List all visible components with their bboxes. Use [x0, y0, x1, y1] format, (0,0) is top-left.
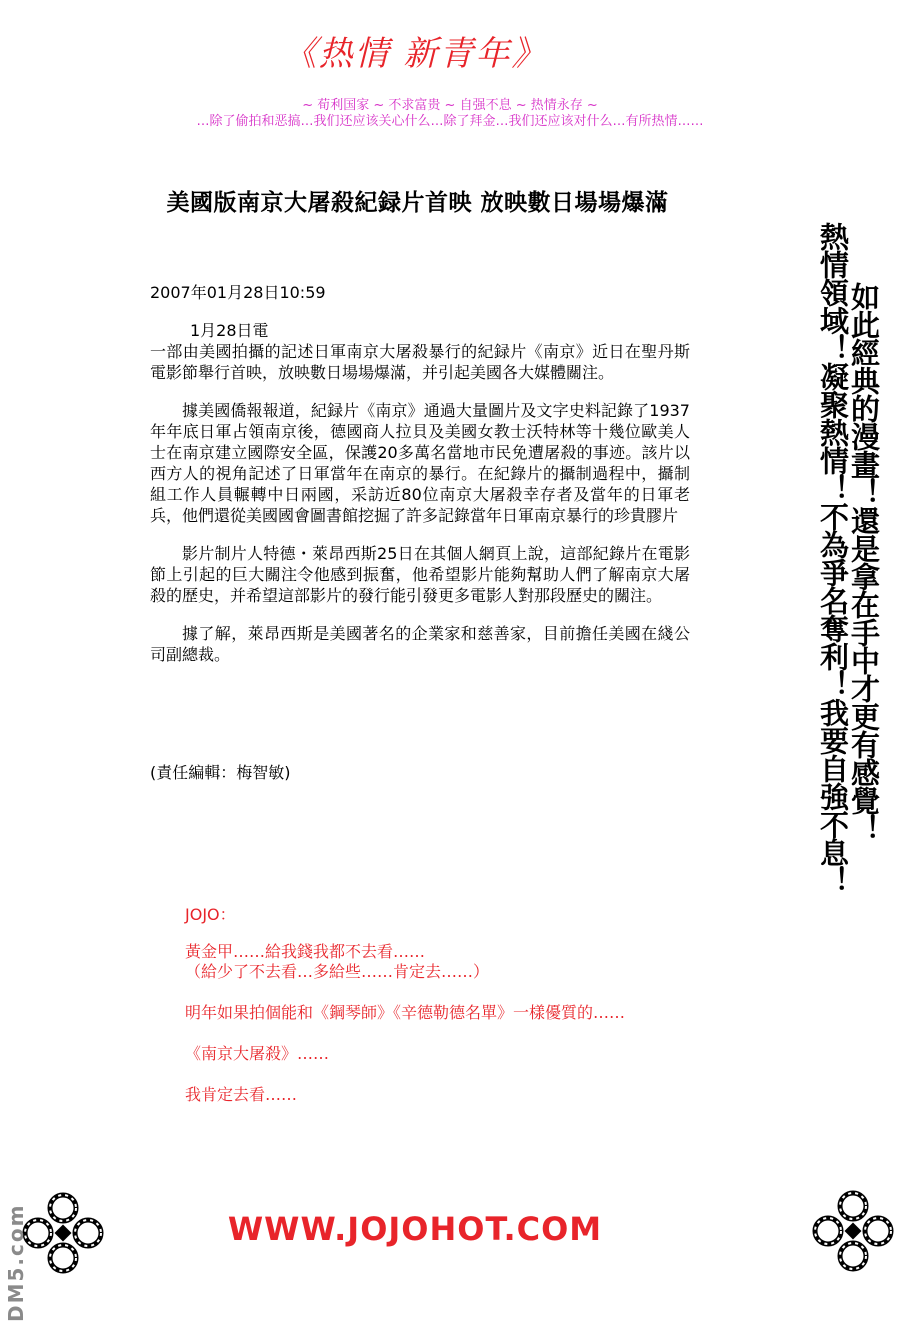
comment-line: （給少了不去看…多給些……肯定去……） — [185, 962, 490, 981]
dm5-watermark: DM5.com — [4, 1203, 28, 1322]
article-paragraph: 據了解，萊昂西斯是美國著名的企業家和慈善家，目前擔任美國在綫公司副總裁。 — [150, 624, 690, 664]
comment-line: 我肯定去看…… — [185, 1085, 298, 1104]
article-paragraph: 1月28日電 — [190, 321, 269, 340]
article-editor: (責任編輯：梅智敏) — [150, 763, 291, 782]
article-paragraph: 據美國僑報報道，紀録片《南京》通過大量圖片及文字史料記錄了1937年年底日軍占領南京後，德國商人拉貝及美國女教士沃特林等十幾位歐美人士在南京建立國際安全區，保護20多萬名當地市民免遭屠殺的事迹。該片以西方人的視角記述了日軍當年在南京的暴行。在紀錄片的攝制過程中，攝制組工作人員輾轉中日兩國，采訪近80位南京大屠殺幸存者及當年的日軍老兵，他們還從美國國會圖書館挖掘了許多記錄當年日軍南京暴行的珍貴膠片 — [150, 401, 690, 525]
website-url: WWW.JOJOHOT.COM — [227, 1210, 603, 1248]
motto-line-2: …除了偷拍和恶搞…我们还应该关心什么…除了拜金…我们还应该对什么…有所热情…… — [196, 114, 704, 129]
article-body — [150, 320, 690, 665]
article-paragraph: 一部由美國拍攝的記述日軍南京大屠殺暴行的紀録片《南京》近日在聖丹斯電影節舉行首映，放映數日場場爆滿，并引起美國各大媒體關注。 — [150, 342, 690, 382]
comment-line: 黃金甲……給我錢我都不去看…… — [185, 942, 426, 961]
sidebar-slogan-1: 熱情領域！凝聚熱情！不為爭名奪利！我要自強不息！ — [816, 222, 850, 894]
article-headline: 美國版南京大屠殺紀録片首映 放映數日場場爆滿 — [166, 190, 669, 216]
comment-line: 《南京大屠殺》…… — [185, 1044, 330, 1063]
comment-line: 明年如果拍個能和《鋼琴師》《辛德勒德名單》一樣優質的…… — [185, 1003, 626, 1022]
brand-title: 《热情 新青年》 — [282, 34, 548, 74]
article-paragraph: 影片制片人特德・萊昂西斯25日在其個人網頁上說，這部紀錄片在電影節上引起的巨大關注令他感到振奮，他希望影片能夠幫助人們了解南京大屠殺的歷史，并希望這部影片的發行能引發更多電影人對那段歷史的關注。 — [150, 544, 690, 605]
comment-author: JOJO： — [185, 905, 236, 924]
motto-line-1: ~ 荀利国家 ~ 不求富贵 ~ 自强不息 ~ 热情永存 ~ — [302, 98, 598, 113]
sidebar-slogan-2: 如此經典的漫畫！還是拿在手中才更有感覺！ — [847, 282, 881, 842]
article-dateline: 2007年01月28日10:59 — [150, 283, 326, 302]
